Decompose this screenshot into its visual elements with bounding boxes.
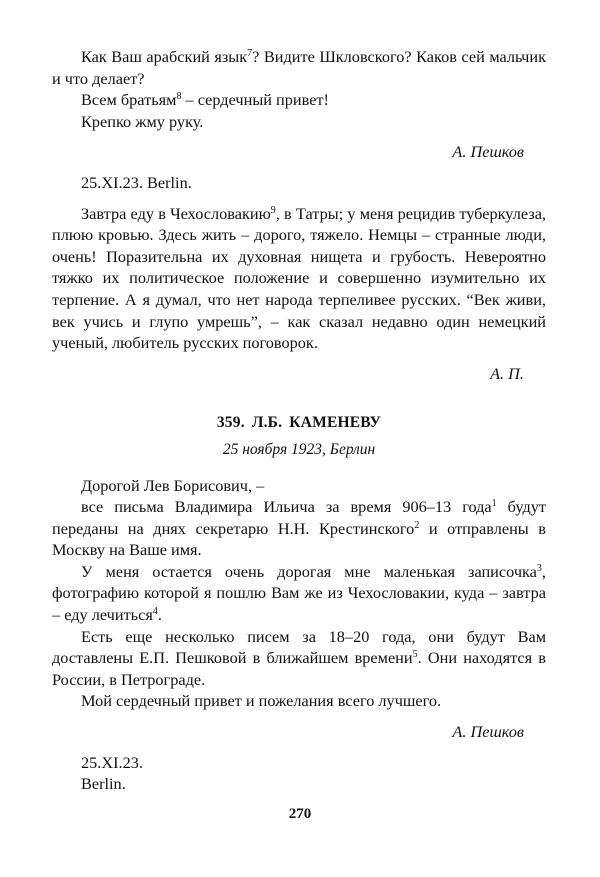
text: ? Видите Шкловского? Каков сей мальчик и что делает? (52, 47, 546, 88)
letter-signature: А. Пешков (452, 722, 524, 742)
footnote-ref[interactable]: 7 (247, 48, 253, 59)
text: все письма Владимира Ильича за время 906–13 года (81, 497, 492, 517)
paragraph-note (52, 561, 546, 626)
text: будут переданы на днях секретарю Н.Н. Крестинского (52, 497, 547, 538)
letter-date: 25 ноября 1923, Берлин (222, 440, 376, 458)
footnote-ref[interactable]: 9 (270, 204, 276, 216)
letter-heading: 359. Л.Б. КАМЕНЕВУ (216, 414, 382, 432)
text: и отправлены в Москву на Ваше имя. (52, 518, 546, 560)
text: Завтра еду в Чехословакию (81, 203, 271, 223)
spacer (52, 743, 546, 752)
date-place: 25.XI.23. Berlin. (81, 172, 192, 192)
spacer (52, 194, 546, 203)
paragraph-letters (52, 496, 546, 561)
spacer (52, 384, 546, 412)
letter-place: Berlin. (81, 774, 126, 794)
text: . (157, 605, 162, 625)
text: , в Татры; у меня рецидив туберкулеза, плюю кровью. Здесь жить – дорого, тяжело. Немцы – странные люди, очень! Поразительна их духовная нищета и грубость. Невероятно тяжко их политическое положение и совершенно изумительно их терпение. А я думал, что нет народа терпеливее русских. “Век живи, век учись и глупо умрешь”, – как сказал недавно один немецкий ученый, любитель русских поговорок. (52, 203, 546, 353)
text: , фотографию которой я пошлю Вам же из Чехословакии, куда – завтра – еду лечиться (52, 561, 546, 625)
postscript-signature: А. П. (490, 363, 524, 383)
spacer (52, 163, 546, 172)
spacer (52, 354, 546, 363)
spacer (52, 461, 546, 475)
paragraph-arabic (52, 46, 546, 89)
footnote-ref[interactable]: 3 (536, 562, 542, 574)
text: – сердечный привет! (181, 90, 329, 110)
salutation: Дорогой Лев Борисович, – (81, 475, 265, 495)
text: Крепко жму руку. (81, 111, 204, 131)
paragraph-more-letters (52, 626, 546, 691)
letter-date-short: 25.XI.23. (81, 752, 143, 772)
spacer (52, 132, 546, 141)
postscript-paragraph (52, 203, 546, 354)
footnote-ref[interactable]: 8 (176, 91, 182, 103)
footnote-ref[interactable]: 5 (412, 649, 418, 661)
page-body (52, 46, 546, 795)
page-number: 270 (288, 806, 312, 822)
footnote-ref[interactable]: 2 (414, 519, 420, 531)
paragraph-brothers (52, 89, 546, 111)
footnote-ref[interactable]: 4 (152, 606, 158, 618)
text: Есть еще несколько писем за 18–20 года, они будут Вам доставлены Е.П. Пешковой в ближайшем времени (52, 626, 546, 668)
paragraph-closing (52, 111, 546, 133)
spacer (52, 712, 546, 721)
signature: А. Пешков (452, 142, 524, 162)
footnote-ref[interactable]: 1 (491, 498, 497, 510)
text: У меня остается очень дорогая мне маленькая записочка (81, 561, 537, 581)
text: Всем братьям (81, 90, 177, 110)
text: Как Ваш арабский язык (81, 47, 248, 66)
text: . Они находятся в России, в Петрограде. (52, 648, 546, 689)
paragraph-regards: Мой сердечный привет и пожелания всего лучшего. (81, 691, 442, 711)
